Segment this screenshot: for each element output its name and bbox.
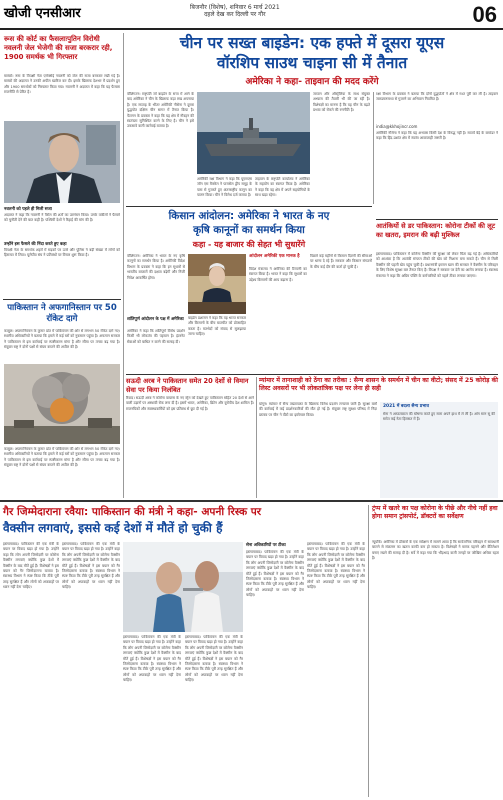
middle-right-box-body: सेना ने आपातकाल की घोषणा करते हुए सत्ता अपने हाथ में ले ली है। आंग सान सू की समेत कई नेता हिरासत में हैं। (383, 412, 495, 422)
bottom-subhead: सेना अधिकारियों पर टीका (246, 542, 286, 547)
left-story1-body2: अदालत ने कहा कि नवलनी ने पैरोल की शर्तों का उल्लंघन किया। उनके वकीलों ने फैसले को चुनौती देने की बात कही है। पश्चिमी देशों ने रिहाई की मांग की है। (4, 213, 120, 223)
bottom-col3: इस्लामाबाद। पाकिस्तान की एक मंत्री के बयान पर विवाद खड़ा हो गया है। उन्होंने कहा कि लोग अपनी जिम्मेदारी पर कोरोना वैक्सीन लगवाएं क्योंकि कुछ देशों में वैक्सीन के बाद मौतें हुई हैं। विशेषज्ञों ने इस बयान को गैर जिम्मेदाराना बताया है। स्वास्थ्य विभाग ने स्पष्ट किया कि टीके पूरी तरह सुरक्षित हैं और लोगों को अफवाहों पर ध्यान नहीं देना चाहिए। (123, 635, 181, 683)
lead-col2: अमेरिकी रक्षा विभाग ने कहा कि यूएसएस जॉन एस मैक्केन ने पारासेल द्वीप समूह के पास से गुजरते हुए अंतरराष्ट्रीय कानून का पालन किया। चीन ने विरोध दर्ज कराया है। (197, 177, 252, 198)
farmers-col3: विदेश मंत्रालय ने अमेरिका की टिप्पणी का स्वागत किया है। भारत ने कहा कि सुधारों का उद्देश्य किसानों की आय बढ़ाना है। (249, 267, 307, 282)
lead-headline-line2: वॉरशिप साउथ चाइना सी में तैनात (216, 54, 408, 72)
sidebar-divider (376, 219, 498, 220)
middle-left-title: सऊदी अरब ने पाकिस्तान समेत 20 देशों से विमान सेवा पर किया निलंबित (126, 377, 249, 394)
left-story1-subhead1: नवलनी को पहले ही मिली सजा (4, 206, 52, 211)
farmers-strap: कहा - यह बाजार की सेहत भी सुधारेंगे (192, 240, 306, 249)
bottom-right-body: न्यूयॉर्क। अमेरिका में डॉक्टरों के एक सर्वेक्षण में सामने आया है कि सार्वजनिक परिवहन में सावधानी बरतने से संक्रमण का खतरा काफी कम हो सकता है। विशेषज्ञों ने मास्क पहनने और वेंटिलेशन बनाए रखने की सलाह दी है। सर्वे में कहा गया कि भीड़भाड़ वाली जगहों पर जोखिम अधिक रहता है। (372, 540, 499, 561)
warship-photo (197, 92, 310, 174)
page-number: 06 (472, 2, 497, 27)
left-story1-body-top: मास्को। रूस के विपक्षी नेता एलेक्सेई नवलनी को जेल की सजा बरकरार रखी गई है। मास्को की अदालत ने उनकी अपील खारिज कर दी। इसके खिलाफ देशभर में प्रदर्शन हुए और 1900 समर्थकों को गिरफ्तार किया गया। नवलनी ने अदालत में कहा कि यह फैसला राजनीति से प्रेरित है। (4, 74, 120, 95)
farmers-headline-line2: कृषि कानूनों का समर्थन किया (193, 224, 305, 236)
bottom-headline (3, 505, 363, 536)
lead-headline-line1: चीन पर सख्त बाइडेन: एक हफ्ते में दूसरा यूएस (179, 34, 445, 52)
middle-right-body: यांगून। म्यांमार में सैन्य तख्तापलट के खिलाफ विरोध प्रदर्शन लगातार जारी हैं। सुरक्षा बलों की कार्रवाई में कई प्रदर्शनकारियों की मौत हो गई है। संयुक्त राष्ट्र सुरक्षा परिषद में निंदा प्रस्ताव पर चीन ने वीटो का इस्तेमाल किया। (259, 402, 377, 417)
left-story2-title: पाकिस्तान ने अफगानिस्तान पर 50 रॉकेट दागे (7, 303, 117, 324)
bottom-col1: इस्लामाबाद। पाकिस्तान की एक मंत्री के बयान पर विवाद खड़ा हो गया है। उन्होंने कहा कि लोग अपनी जिम्मेदारी पर कोरोना वैक्सीन लगवाएं क्योंकि कुछ देशों में वैक्सीन के बाद मौतें हुई हैं। विशेषज्ञों ने इस बयान को गैर जिम्मेदाराना बताया है। स्वास्थ्य विभाग ने स्पष्ट किया कि टीके पूरी तरह सुरक्षित हैं और लोगों को अफवाहों पर ध्यान नहीं देना चाहिए। (3, 542, 59, 590)
bottom-col5: इस्लामाबाद। पाकिस्तान की एक मंत्री के बयान पर विवाद खड़ा हो गया है। उन्होंने कहा कि लोग अपनी जिम्मेदारी पर कोरोना वैक्सीन लगवाएं क्योंकि कुछ देशों में वैक्सीन के बाद मौतें हुई हैं। विशेषज्ञों ने इस बयान को गैर जिम्मेदाराना बताया है। स्वास्थ्य विभाग ने स्पष्ट किया कि टीके पूरी तरह सुरक्षित हैं और लोगों को अफवाहों पर ध्यान नहीं देना चाहिए। (246, 550, 304, 598)
lead-col1: वॉशिंगटन। राष्ट्रपति जो बाइडेन के सत्ता में आने के बाद अमेरिका ने चीन के खिलाफ कड़ा रुख अपनाया है। एक सप्ताह के भीतर अमेरिकी नौसेना ने दूसरा युद्धपोत दक्षिण चीन सागर में तैनात किया है। पेंटागन के प्रवक्ता ने कहा कि यह क्षेत्र में नौवहन की स्वतंत्रता सुनिश्चित करने के लिए है। चीन ने इसे उकसावे वाली कार्रवाई बताया है। (127, 92, 194, 129)
left-story2-body-lower: काबुल। अफगानिस्तान के कुनार प्रांत में पाकिस्तान की ओर से लगभग 50 रॉकेट दागे गए। स्थानीय अधिकारियों ने बताया कि हमले में कई घरों को नुकसान पहुंचा है। अफगान सरकार ने पाकिस्तान से इस कार्रवाई पर स्पष्टीकरण मांगा है और सीमा पर तनाव बढ़ गया है। संयुक्त राष्ट्र ने दोनों पक्षों से संयम बरतने की अपील की है। (4, 447, 120, 468)
sidebar-intro: रक्षा विभाग के प्रवक्ता ने बताया कि दोनों युद्धपोतों ने क्षेत्र में गश्त पूरी कर ली है। ताइवान जलडमरूमध्य से गुजरने का अभियान नियमित है। (376, 92, 498, 102)
middle-right-title: म्यांमार में तानाशाही को ठेंगा का तरीका : सैन्य शासन के समर्थन में चीन का वीटो; संसद में 25 कोरोड़ की लिस्ट अवसरों पर भी लोकतांत्रिक पक्ष पर लेना ही सही (259, 377, 498, 392)
farmers-col1: वॉशिंगटन। अमेरिका ने भारत के नए कृषि कानूनों का समर्थन किया है। अमेरिकी विदेश विभाग के प्रवक्ता ने कहा कि इन सुधारों से भारतीय बाजारों की दक्षता बढ़ेगी और निजी निवेश आकर्षित होगा। (127, 254, 185, 280)
bottom-divider (0, 500, 503, 502)
explosion-photo (4, 364, 120, 444)
bottom-col4: इस्लामाबाद। पाकिस्तान की एक मंत्री के बयान पर विवाद खड़ा हो गया है। उन्होंने कहा कि लोग अपनी जिम्मेदारी पर कोरोना वैक्सीन लगवाएं क्योंकि कुछ देशों में वैक्सीन के बाद मौतें हुई हैं। विशेषज्ञों ने इस बयान को गैर जिम्मेदाराना बताया है। स्वास्थ्य विभाग ने स्पष्ट किया कि टीके पूरी तरह सुरक्षित हैं और लोगों को अफवाहों पर ध्यान नहीं देना चाहिए। (185, 635, 243, 683)
farmers-col1-subhead: शांतिपूर्ण आंदोलन के पक्ष में अमेरिका (127, 316, 184, 321)
left-divider (3, 299, 121, 300)
column-rule-bottom (368, 505, 369, 797)
farmers-col4: पिछले कई महीनों से किसान दिल्ली की सीमाओं पर धरना दे रहे हैं। सरकार और किसान संगठनों के बीच कई दौर की वार्ता हो चुकी है। (310, 254, 372, 269)
column-rule-lead (373, 92, 374, 204)
bottom-headline-line1: गैर जिम्मेदाराना रवैया: पाकिस्तान की मंत्री ने कहा- अपनी रिस्क पर (3, 506, 262, 518)
bottom-col2: इस्लामाबाद। पाकिस्तान की एक मंत्री के बयान पर विवाद खड़ा हो गया है। उन्होंने कहा कि लोग अपनी जिम्मेदारी पर कोरोना वैक्सीन लगवाएं क्योंकि कुछ देशों में वैक्सीन के बाद मौतें हुई हैं। विशेषज्ञों ने इस बयान को गैर जिम्मेदाराना बताया है। स्वास्थ्य विभाग ने स्पष्ट किया कि टीके पूरी तरह सुरक्षित हैं और लोगों को अफवाहों पर ध्यान नहीं देना चाहिए। (62, 542, 120, 590)
left-story1-body3: विपक्षी नेता के समर्थक शहरों में सड़कों पर उतरे और पुलिस ने बड़ी संख्या में लोगों को हिरासत में लिया। यूरोपीय संघ ने प्रतिबंधों पर विचार शुरू किया है। (4, 248, 120, 258)
lead-headline (126, 33, 498, 73)
middle-right-box (380, 402, 498, 498)
farmers-col3-subhead: आंदोलन अमेरिकी एक मानक है (249, 254, 300, 259)
sidebar-story-title: आतंकियों से डर पाकिस्तान: कोरोना टीकों की लूट का खतरा, इमरान की बढ़ी मुश्किल (376, 222, 496, 239)
column-rule-left (123, 33, 124, 498)
navalny-photo (4, 121, 120, 203)
sidebar-contact: india@kkhojincr.com (376, 124, 418, 129)
date-line (190, 4, 280, 18)
left-column (3, 33, 121, 498)
vaccine-photo (123, 542, 243, 632)
middle-divider (126, 374, 498, 375)
date-line-2: दहले देख कर दिल्ली पर गौर (204, 11, 266, 18)
middle-right-box-title: 2021 में बदला सैन्य प्रभाव (383, 404, 429, 409)
bottom-col6: इस्लामाबाद। पाकिस्तान की एक मंत्री के बयान पर विवाद खड़ा हो गया है। उन्होंने कहा कि लोग अपनी जिम्मेदारी पर कोरोना वैक्सीन लगवाएं क्योंकि कुछ देशों में वैक्सीन के बाद मौतें हुई हैं। विशेषज्ञों ने इस बयान को गैर जिम्मेदाराना बताया है। स्वास्थ्य विभाग ने स्पष्ट किया कि टीके पूरी तरह सुरक्षित हैं और लोगों को अफवाहों पर ध्यान नहीं देना चाहिए। (307, 542, 365, 590)
farmers-col2: बाइडेन प्रशासन ने कहा कि वह भारत सरकार और किसानों के बीच बातचीत को प्रोत्साहित करता है। मतभेदों को संवाद से सुलझाया जाना चाहिए। (188, 316, 246, 337)
left-story1-subhead2: उन्होंने इस फैसले की निंदा करते हुए कहा (4, 241, 67, 246)
lead-col4: जापान और ऑस्ट्रेलिया के साथ संयुक्त अभ्यास की तैयारी भी की जा रही है। विशेषज्ञों का मानना है कि यह चीन के बढ़ते प्रभाव को रोकने की रणनीति है। (313, 92, 370, 113)
masthead-title: खोजी एनसीआर (4, 6, 81, 21)
biden-photo (188, 254, 246, 314)
left-story1-title: रूस की कोर्ट का फैसलाःपुतिन विरोधी नवलनी जेल भेजेगी की सजा बरकरार रही, 1900 समर्थक भी गिरफ्तार (4, 35, 113, 61)
farmers-headline (126, 209, 372, 237)
sidebar-body: अमेरिकी नौसेना ने कहा कि यह अभ्यास किसी देश के विरुद्ध नहीं है। सातवें बेड़े के कमांडर ने कहा कि हिंद-प्रशांत क्षेत्र में स्वतंत्र आवाजाही जरूरी है। (376, 131, 498, 141)
left-story2-body: काबुल। अफगानिस्तान के कुनार प्रांत में पाकिस्तान की ओर से लगभग 50 रॉकेट दागे गए। स्थानीय अधिकारियों ने बताया कि हमले में कई घरों को नुकसान पहुंचा है। अफगान सरकार ने पाकिस्तान से इस कार्रवाई पर स्पष्टीकरण मांगा है और सीमा पर तनाव बढ़ गया है। संयुक्त राष्ट्र ने दोनों पक्षों से संयम बरतने की अपील की है। (4, 329, 120, 350)
lead-col3: ताइवान के राष्ट्रपति कार्यालय ने अमेरिका के सहयोग का स्वागत किया है। अमेरिका ने कहा कि वह क्षेत्र में अपने सहयोगियों के साथ खड़ा रहेगा। (255, 177, 310, 198)
bottom-headline-line2: वैक्सीन लगवाएं, इससे कई देशों में मौतें हो चुकी हैं (3, 521, 223, 535)
farmers-headline-line1: किसान आंदोलन: अमेरिका ने भारत के नए (168, 210, 330, 222)
sidebar-story-body: इस्लामाबाद। पाकिस्तान में कोरोना वैक्सीन की सुरक्षा को लेकर चिंता बढ़ गई है। अधिकारियों को आशंका है कि आतंकी संगठन टीकों की खेप को निशाना बना सकते हैं। चीन से मिली वैक्सीन की पहली खेप पहुंच चुकी है। प्रधानमंत्री इमरान खान की सरकार ने वैक्सीन के परिवहन के लिए विशेष सुरक्षा बल तैनात किए हैं। विपक्ष ने सरकार पर देरी का आरोप लगाया है। स्वास्थ्य मंत्रालय ने कहा कि अग्रिम पंक्ति के कर्मचारियों को पहले टीका लगाया जाएगा। (376, 252, 498, 278)
bottom-right-title: ट्रंप्प में खतरे का पक्ष कोरोना के पीछे और नीचे नहीं हवा होगा समान ट्रांसपोर्ट, डॉक्टरों का सर्वेक्षण (372, 505, 498, 520)
lead-strap: अमेरिका ने कहा- ताइवान की मदद करेंगे (245, 77, 379, 87)
farmers-divider (126, 206, 372, 207)
date-line-1: बिजनौर (विशेष), शनिवार 6 मार्च 2021 (190, 4, 280, 11)
middle-left-body: रियाद। सऊदी अरब ने कोरोना वायरस के नए स्ट्रेन को देखते हुए पाकिस्तान सहित 20 देशों से आने वाली उड़ानों पर अस्थायी रोक लगा दी है। इसमें भारत, अमेरिका, ब्रिटेन और यूरोपीय देश शामिल हैं। राजनयिकों और स्वास्थ्यकर्मियों को इस प्रतिबंध से छूट दी गई है। (126, 396, 254, 411)
farmers-col1b: अमेरिका ने कहा कि शांतिपूर्ण विरोध प्रदर्शन किसी भी लोकतंत्र की पहचान है। इंटरनेट सेवाओं को बाधित न करने की सलाह दी। (127, 329, 185, 344)
column-rule-middle (256, 377, 257, 498)
masthead-bar (0, 0, 503, 30)
